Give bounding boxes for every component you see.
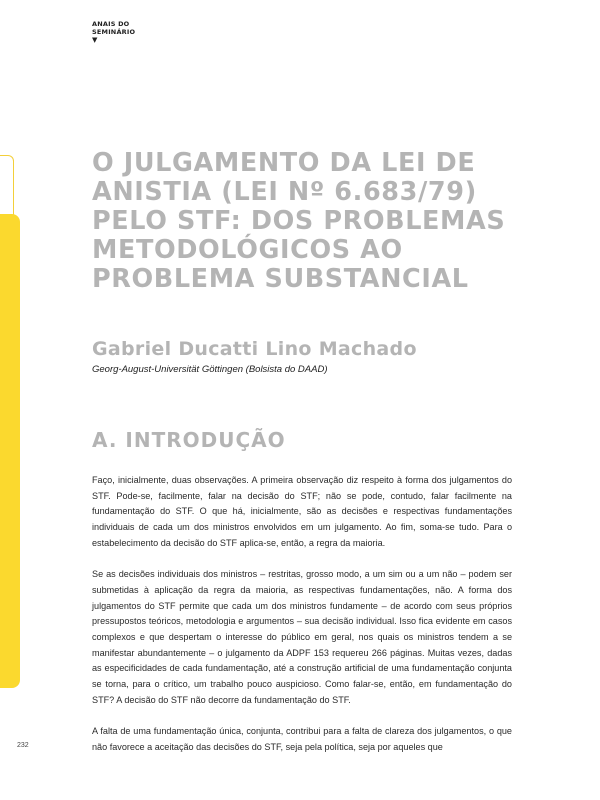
side-accent-bar <box>0 214 20 688</box>
side-tab-outline <box>0 155 14 217</box>
running-head <box>92 21 135 45</box>
paragraph: A falta de uma fundamentação única, conjunta, contribui para a falta de clareza dos julgamentos, o que não favorece a aceitação das decisões do STF, seja pela política, seja por aqueles que <box>92 726 512 752</box>
body-text <box>92 473 512 771</box>
down-arrow-icon: ▼ <box>92 36 98 44</box>
page-number: 232 <box>17 742 29 749</box>
article-title: O JULGAMENTO DA LEI DE ANISTIA (LEI Nº 6.683/79) PELO STF: DOS PROBLEMAS METODOLÓGICOS AO PROBLEMA SUBSTANCIAL <box>92 148 506 294</box>
paragraph: Se as decisões individuais dos ministros – restritas, grosso modo, a um sim ou a um não – podem ser submetidas à aplicação da regra da maioria, as respectivas fundamentações, não. A forma dos julgamentos do STF permite que cada um dos ministros fundamente – de acordo com seus próprios pressupostos teóricos, metodologia e argumentos – sua decisão individual. Isso fica evidente em casos complexos e que despertam o interesse do público em geral, nos quais os ministros tendem a se manifestar abundantemente – o julgamento da ADPF 153 requereu 266 páginas. Muitas vezes, dadas as especificidades de cada fundamentação, até a construção artificial de uma fundamentação conjunta se torna, para o crítico, um trabalho pouco auspicioso. Como falar-se, então, em fundamentação do STF? A decisão do STF não decorre da fundamentação do STF. <box>92 569 512 705</box>
section-heading: A. INTRODUÇÃO <box>92 428 286 452</box>
author-name: Gabriel Ducatti Lino Machado <box>92 338 417 360</box>
running-head-line-1: ANAIS DO <box>92 20 130 28</box>
running-head-line-2: SEMINÁRIO <box>92 27 136 36</box>
paragraph: Faço, inicialmente, duas observações. A primeira observação diz respeito à forma dos julgamentos do STF. Pode-se, facilmente, falar na decisão do STF; não se pode, contudo, falar facilmente na fundamentação do STF. O que há, inicialmente, são as decisões e respectivas fundamentações individuais de cada um dos ministros envolvidos em um julgamento. Ao fim, soma-se tudo. Para o estabelecimento da decisão do STF aplica-se, então, a regra da maioria. <box>92 475 512 548</box>
author-affiliation: Georg-August-Universität Göttingen (Bolsista do DAAD) <box>92 364 328 375</box>
